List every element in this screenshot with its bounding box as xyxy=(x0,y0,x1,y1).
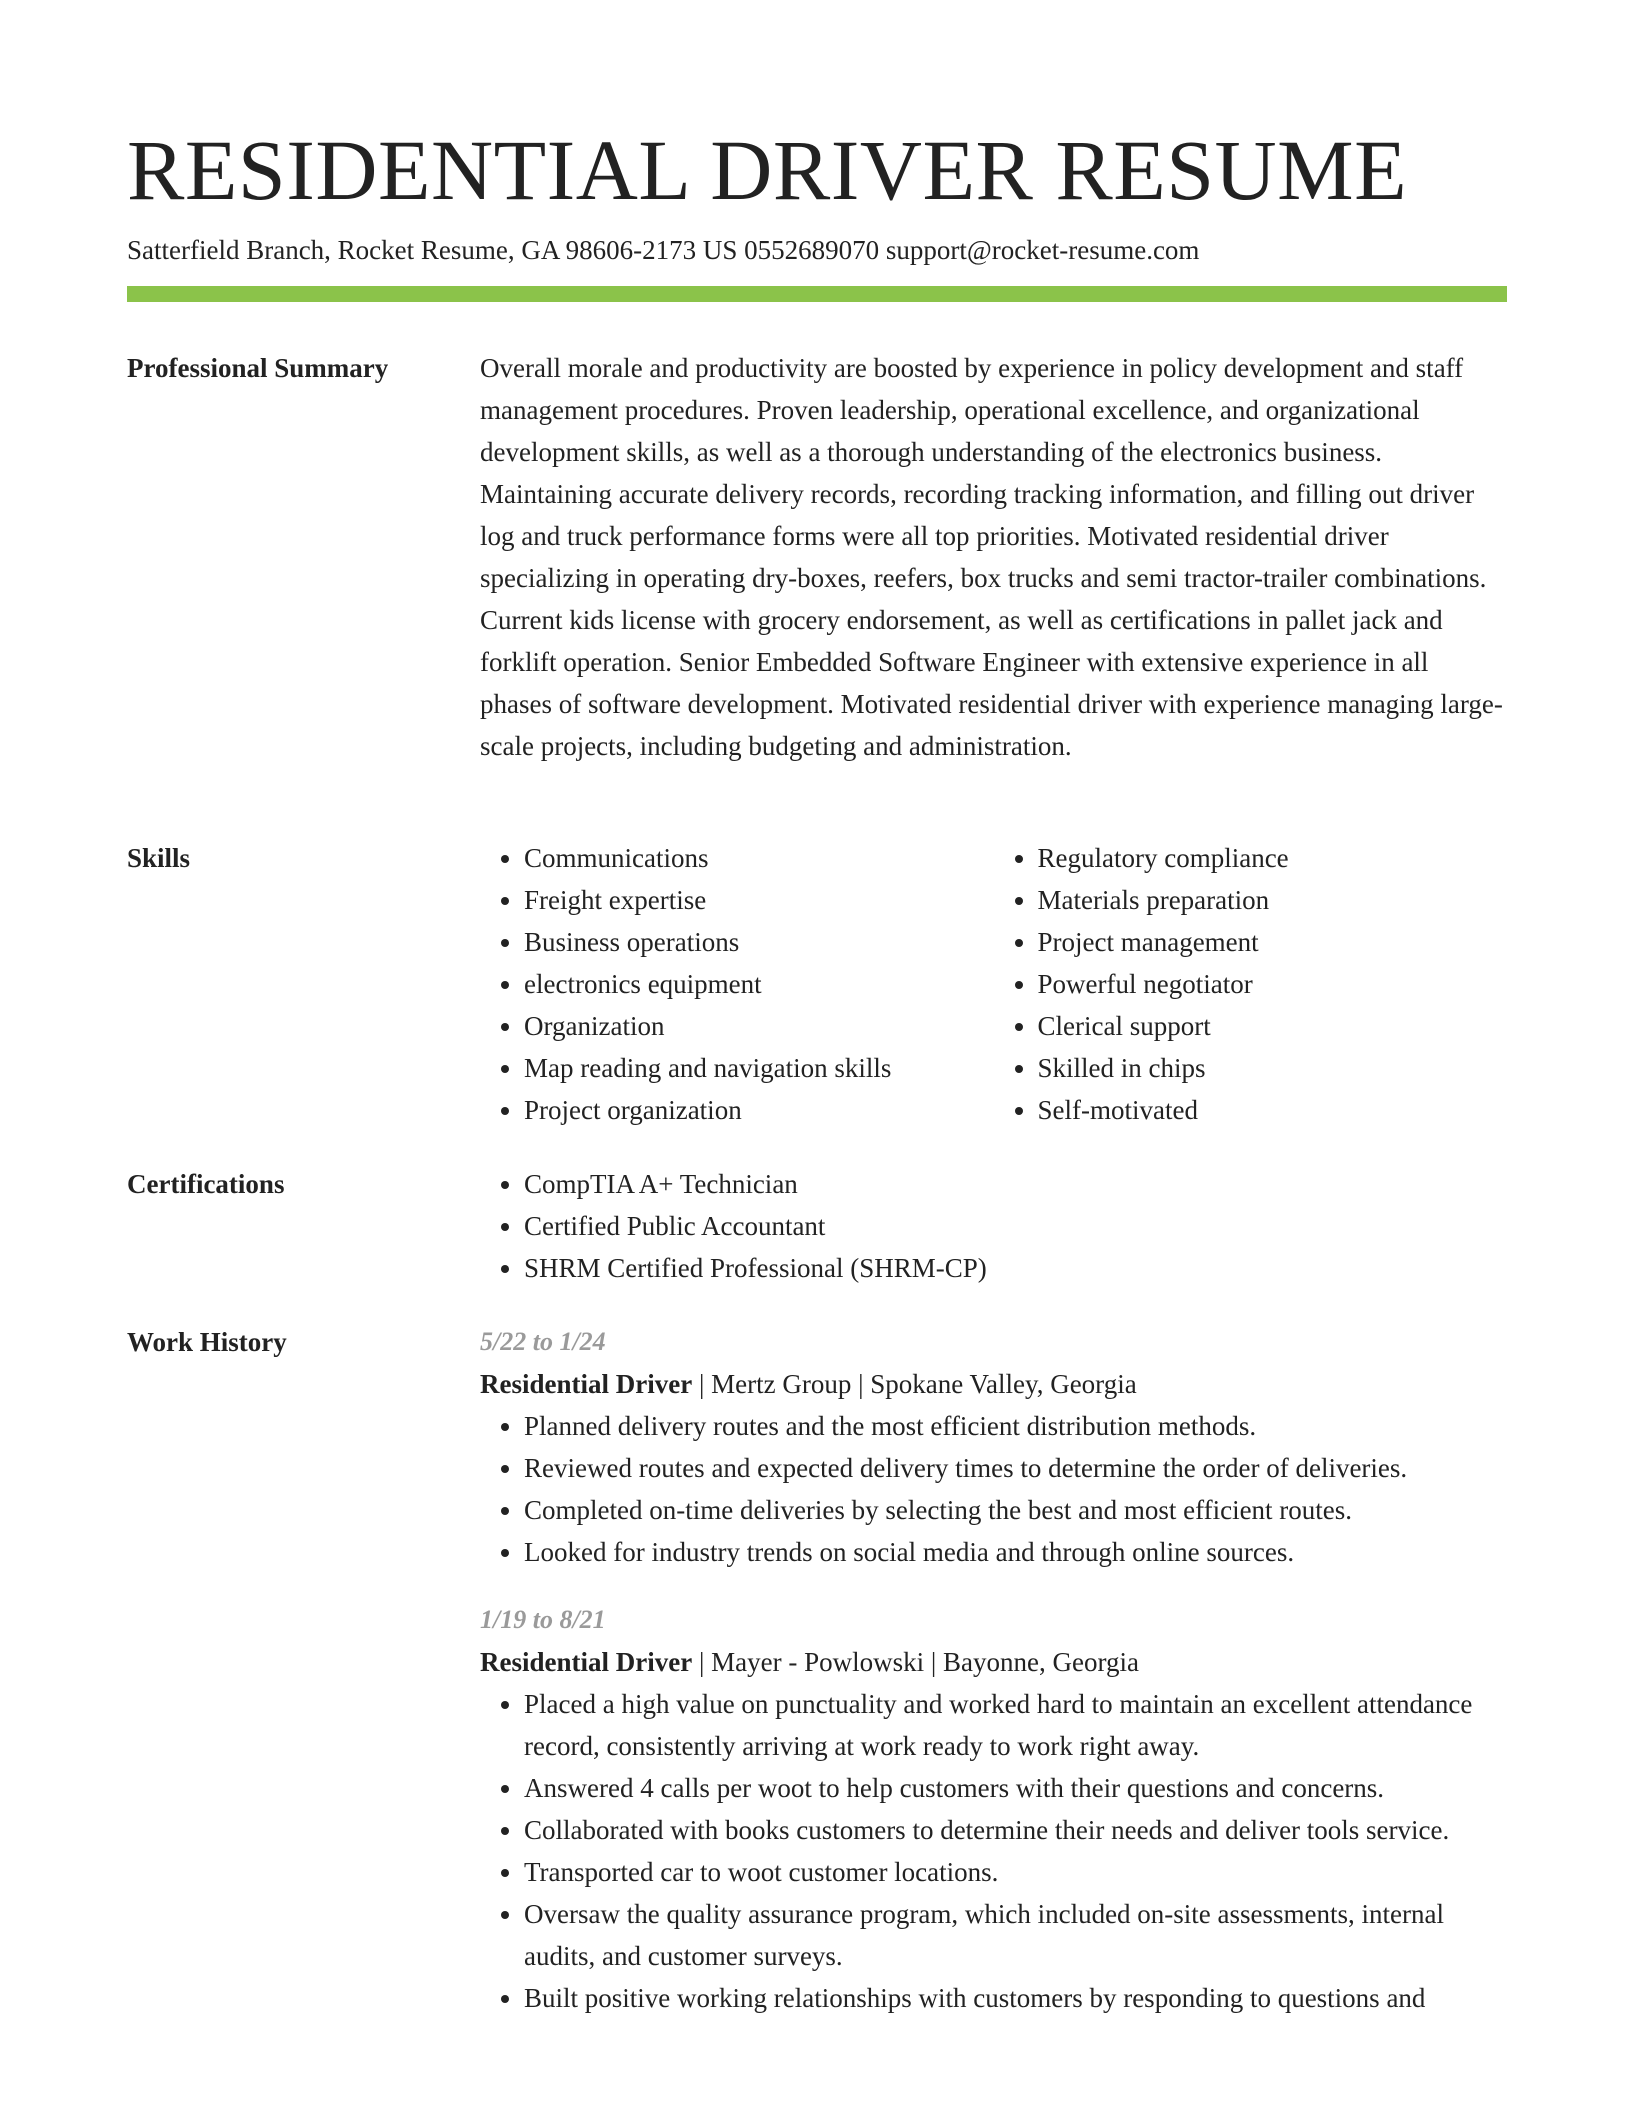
skill-item: • Self-motivated xyxy=(1038,1089,1508,1131)
certifications-body xyxy=(480,1163,1507,1289)
skills-list-right xyxy=(994,837,1508,1131)
job-duty-item: • Placed a high value on punctuality and worked hard to maintain an excellent attendance record, consistently arriving at work ready to work right away. xyxy=(524,1683,1507,1767)
skill-item: • electronics equipment xyxy=(524,963,994,1005)
skill-item: • Regulatory compliance xyxy=(1038,837,1508,879)
job-entry xyxy=(480,1321,1507,1573)
job-heading xyxy=(480,1363,1507,1405)
skill-item: • Materials preparation xyxy=(1038,879,1508,921)
job-title: Residential Driver xyxy=(480,1647,693,1677)
job-duty-item: • Looked for industry trends on social media and through online sources. xyxy=(524,1531,1507,1573)
job-duty-item: • Reviewed routes and expected delivery times to determine the order of deliveries. xyxy=(524,1447,1507,1489)
section-label-skills: Skills xyxy=(127,843,191,873)
section-label-summary: Professional Summary xyxy=(127,353,389,383)
job-duty-item: • Planned delivery routes and the most efficient distribution methods. xyxy=(524,1405,1507,1447)
job-duty-item: • Answered 4 calls per woot to help customers with their questions and concerns. xyxy=(524,1767,1507,1809)
job-duties-list xyxy=(480,1683,1507,2019)
skill-item: • Organization xyxy=(524,1005,994,1047)
skill-item: • Clerical support xyxy=(1038,1005,1508,1047)
job-duties-list xyxy=(480,1405,1507,1573)
resume-title: RESIDENTIAL DRIVER RESUME xyxy=(127,122,1408,218)
job-duty-item: • Oversaw the quality assurance program, which included on-site assessments, internal audits, and customer surveys. xyxy=(524,1893,1507,1977)
job-location: | Spokane Valley, Georgia xyxy=(851,1369,1136,1399)
skill-item: • Powerful negotiator xyxy=(1038,963,1508,1005)
skill-item: • Business operations xyxy=(524,921,994,963)
certification-item: • Certified Public Accountant xyxy=(524,1205,1507,1247)
certifications-list xyxy=(480,1163,1507,1289)
section-label-work-history: Work History xyxy=(127,1327,287,1357)
job-location: | Bayonne, Georgia xyxy=(924,1647,1139,1677)
job-duty-item: • Completed on-time deliveries by selecting the best and most efficient routes. xyxy=(524,1489,1507,1531)
job-company: | Mayer - Powlowski xyxy=(692,1647,924,1677)
job-company: | Mertz Group xyxy=(692,1369,851,1399)
skill-item: • Skilled in chips xyxy=(1038,1047,1508,1089)
section-label-certifications: Certifications xyxy=(127,1169,285,1199)
certification-item: • SHRM Certified Professional (SHRM-CP) xyxy=(524,1247,1507,1289)
skills-list-left xyxy=(480,837,994,1131)
work-history-body xyxy=(480,1321,1507,2019)
summary-body xyxy=(480,347,1507,767)
certification-item: • CompTIA A+ Technician xyxy=(524,1163,1507,1205)
summary-text: Overall morale and productivity are boosted by experience in policy development and staff management procedures. Proven leadership, operational excellence, and organizational development skills, as well as a thorough understanding of the electronics business. Maintaining accurate delivery records, recording tracking information, and filling out driver log and truck performance forms were all top priorities. Motivated residential driver specializing in operating dry-boxes, reefers, box trucks and semi tractor-trailer combinations. Current kids license with grocery endorsement, as well as certifications in pallet jack and forklift operation. Senior Embedded Software Engineer with extensive experience in all phases of software development. Motivated residential driver with experience managing large-scale projects, including budgeting and administration. xyxy=(480,353,1503,761)
skill-item: • Freight expertise xyxy=(524,879,994,921)
job-dates: 5/22 to 1/24 xyxy=(480,1327,606,1356)
skill-item: • Project management xyxy=(1038,921,1508,963)
job-duty-item: • Collaborated with books customers to determine their needs and deliver tools service. xyxy=(524,1809,1507,1851)
skill-item: • Project organization xyxy=(524,1089,994,1131)
skill-item: • Map reading and navigation skills xyxy=(524,1047,994,1089)
skill-item: • Communications xyxy=(524,837,994,879)
job-heading xyxy=(480,1641,1507,1683)
contact-address: Satterfield Branch, Rocket Resume, GA 98606-2173 US xyxy=(127,235,738,265)
contact-line xyxy=(127,233,1199,267)
job-duty-item: • Built positive working relationships with customers by responding to questions and xyxy=(524,1977,1507,2019)
job-duty-item: • Transported car to woot customer locations. xyxy=(524,1851,1507,1893)
job-entry xyxy=(480,1599,1507,2019)
job-title: Residential Driver xyxy=(480,1369,693,1399)
contact-email: support@rocket-resume.com xyxy=(885,235,1200,265)
job-dates: 1/19 to 8/21 xyxy=(480,1605,606,1634)
skills-body xyxy=(480,837,1507,1131)
contact-phone: 0552689070 xyxy=(744,235,880,265)
skills-columns xyxy=(480,837,1507,1131)
accent-divider xyxy=(127,286,1507,302)
